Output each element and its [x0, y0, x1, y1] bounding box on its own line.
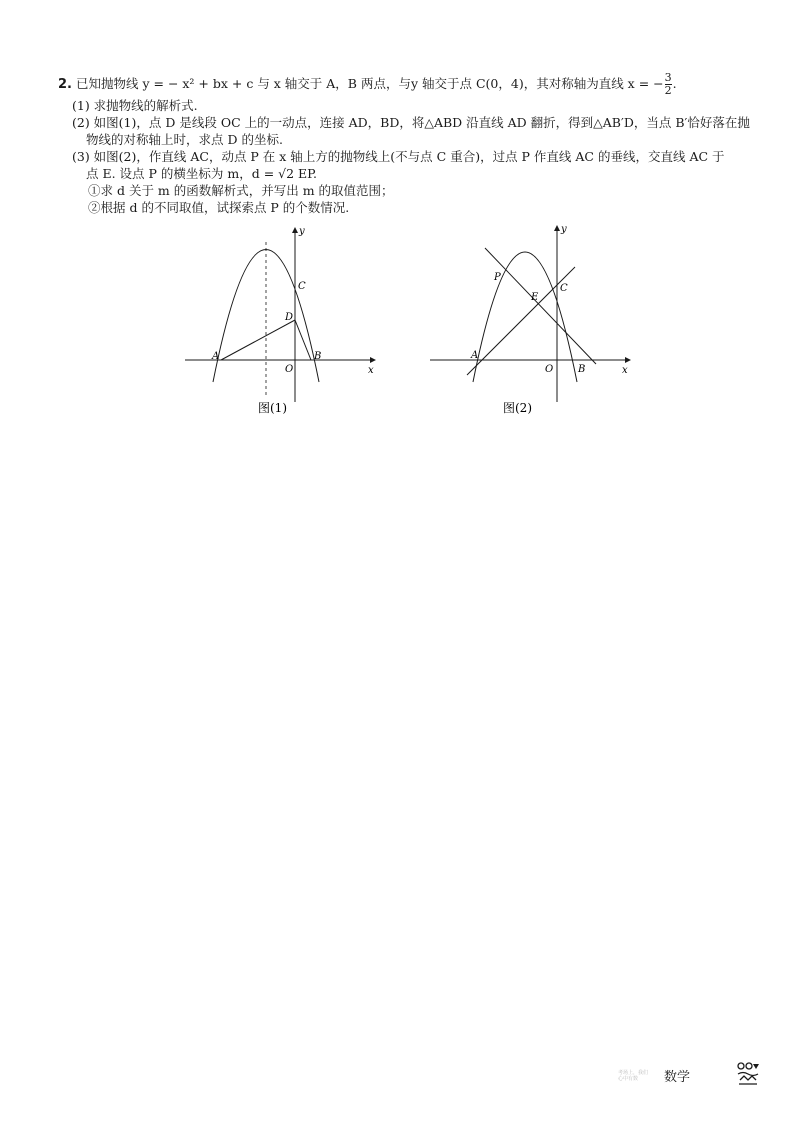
stem-fraction	[665, 72, 672, 97]
fraction-numerator: 3	[664, 71, 672, 84]
label-C: C	[560, 283, 568, 294]
label-O: O	[545, 364, 554, 375]
fraction-denominator: 2	[664, 84, 672, 97]
part-2-line-2: 物线的对称轴上时，求点 D 的坐标.	[86, 132, 283, 147]
line-AC	[467, 267, 575, 375]
label-B: B	[578, 364, 586, 375]
figure-2	[425, 222, 640, 422]
label-B: B	[314, 351, 322, 362]
problem-stem	[58, 72, 758, 97]
footer-subject: 数学	[664, 1070, 691, 1085]
figure-1-caption: 图(1)	[258, 401, 287, 415]
label-x: x	[368, 365, 374, 376]
segment-AD	[221, 320, 295, 360]
stem-end: .	[672, 76, 677, 91]
label-A: A	[212, 351, 220, 362]
part-3-line-2: 点 E. 设点 P 的横坐标为 m，d = √2 EP.	[86, 166, 318, 181]
label-C: C	[298, 281, 306, 292]
part-3-line-1: (3) 如图(2)，作直线 AC，动点 P 在 x 轴上方的抛物线上(不与点 C 重合)，过点 P 作直线 AC 的垂线，交直线 AC 于	[72, 149, 725, 164]
problem-number: 2.	[58, 77, 72, 92]
part-2-line-1: (2) 如图(1)，点 D 是线段 OC 上的一动点，连接 AD，BD，将△ABD 沿直线 AD 翻折，得到△AB′D，当点 B′恰好落在抛	[72, 115, 750, 130]
part-3-question-2: ②根据 d 的不同取值，试探索点 P 的个数情况.	[88, 200, 350, 215]
line-PE	[485, 248, 596, 364]
label-D: D	[285, 312, 294, 323]
label-E: E	[531, 292, 539, 303]
segment-BD	[295, 320, 311, 360]
footer-slogan-line-2: 心中有数	[618, 1076, 639, 1082]
publisher-logo-icon	[735, 1060, 761, 1086]
part-1: (1) 求抛物线的解析式.	[72, 98, 198, 113]
label-P: P	[494, 272, 501, 283]
stem-text: 已知抛物线 y = − x² + bx + c 与 x 轴交于 A，B 两点，与y 轴交于点 C(0，4)，其对称轴为直线 x = −	[75, 76, 664, 91]
footer-slogan-line-1: 考场上，我们	[618, 1070, 649, 1076]
label-y: y	[561, 224, 567, 235]
problem-2	[58, 72, 758, 216]
label-O: O	[285, 364, 294, 375]
label-A: A	[471, 350, 479, 361]
part-3-question-1: ①求 d 关于 m 的函数解析式，并写出 m 的取值范围；	[88, 183, 394, 198]
label-x: x	[622, 365, 628, 376]
figure-1	[180, 222, 385, 422]
label-y: y	[299, 226, 305, 237]
footer-slogan	[618, 1070, 648, 1082]
figure-2-caption: 图(2)	[503, 401, 532, 415]
